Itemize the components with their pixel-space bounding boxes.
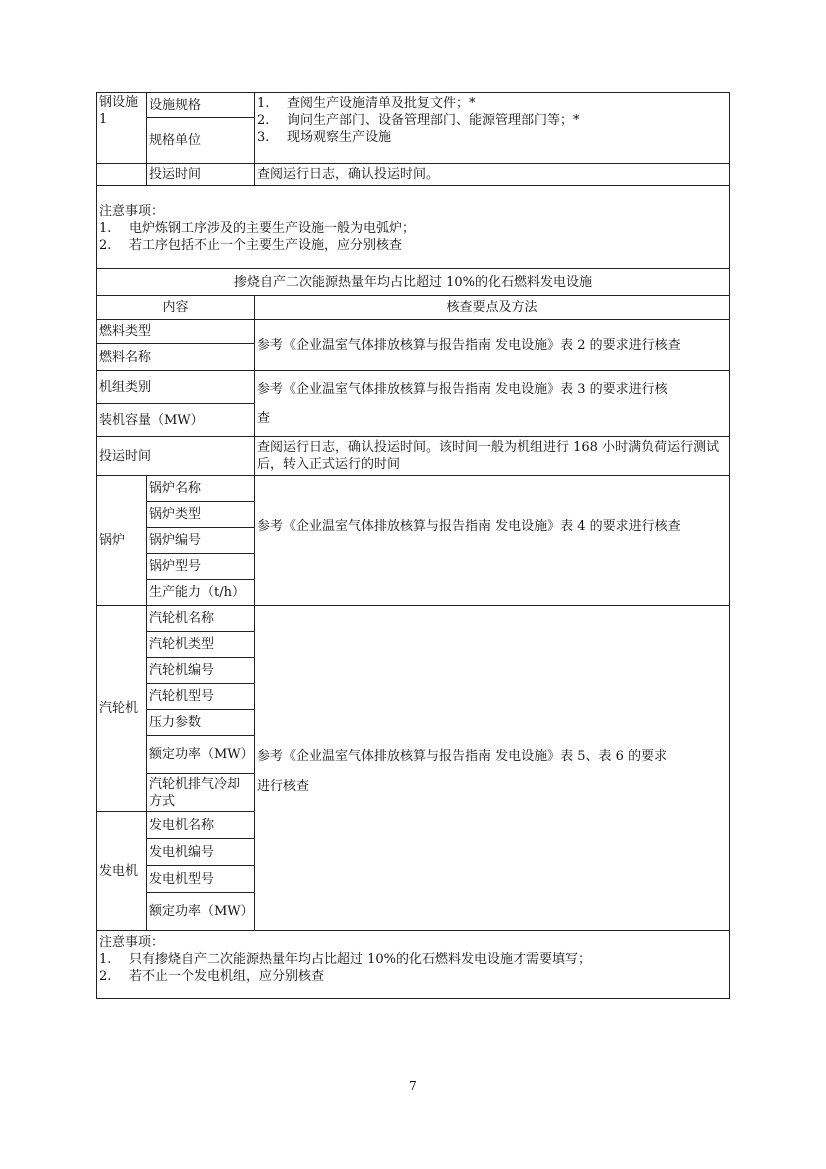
turbine-item: 汽轮机类型: [147, 632, 255, 658]
generator-item: 额定功率（MW）: [147, 893, 255, 931]
boiler-item: 锅炉型号: [147, 554, 255, 580]
notes-cell-2: [97, 931, 730, 999]
op-time: 投运时间: [97, 437, 255, 476]
generator-item: 发电机型号: [147, 866, 255, 893]
turbine-item: 汽轮机型号: [147, 684, 255, 710]
boiler-method: 参考《企业温室气体排放核算与报告指南 发电设施》表 4 的要求进行核查: [255, 476, 730, 606]
turbine-item: 压力参数: [147, 710, 255, 736]
generator-item: 发电机编号: [147, 839, 255, 866]
notes-cell: [97, 186, 730, 269]
empty-cell: [97, 164, 147, 186]
boiler-item: 锅炉类型: [147, 502, 255, 528]
turbine-method-line: 参考《企业温室气体排放核算与报告指南 发电设施》表 5、表 6 的要求: [257, 749, 668, 764]
boiler-label: 锅炉: [97, 476, 147, 606]
spec-label: 设施规格: [147, 93, 255, 118]
facility-label-cell: [97, 93, 147, 164]
notes-title: 注意事项：: [99, 204, 165, 219]
fuel-name: 燃料名称: [97, 344, 255, 371]
unit-method-line: 参考《企业温室气体排放核算与报告指南 发电设施》表 3 的要求进行核: [257, 381, 668, 397]
page-number: 7: [409, 1079, 417, 1093]
turbine-item: 汽轮机编号: [147, 658, 255, 684]
turbine-method-cell: [255, 606, 730, 931]
spec-method-item: 1. 查阅生产设施清单及批复文件；*: [257, 96, 476, 111]
boiler-item: 生产能力（t/h）: [147, 580, 255, 606]
spec-methods-cell: [255, 93, 730, 164]
unit-label: 规格单位: [147, 118, 255, 164]
note-item: 2. 若工序包括不止一个主要生产设施，应分别核查: [99, 238, 403, 253]
boiler-item: 锅炉名称: [147, 476, 255, 502]
turbine-item: 汽轮机名称: [147, 606, 255, 632]
op-time-method: 查阅运行日志，确认投运时间。: [255, 164, 730, 186]
note-item: 2. 若不止一个发电机组，应分别核查: [99, 969, 325, 984]
capacity: 装机容量（MW）: [97, 404, 255, 437]
verification-table: [96, 92, 730, 999]
generator-item: 发电机名称: [147, 812, 255, 839]
note-item: 1. 电炉炼钢工序涉及的主要生产设施一般为电弧炉；: [99, 221, 416, 236]
op-time-label: 投运时间: [147, 164, 255, 186]
fuel-method: 参考《企业温室气体排放核算与报告指南 发电设施》表 2 的要求进行核查: [255, 320, 730, 371]
op-time-method-2: 查阅运行日志，确认投运时间。该时间一般为机组进行 168 小时满负荷运行测试后，转入正式运行的时间: [255, 437, 730, 476]
unit-method-line: 查: [257, 410, 271, 426]
col-header-content: 内容: [97, 296, 255, 320]
generator-label: 发电机: [97, 812, 147, 931]
unit-method-cell: [255, 371, 730, 437]
col-header-method: 核查要点及方法: [255, 296, 730, 320]
notes-title-2: 注意事项：: [99, 935, 165, 950]
note-item: 1. 只有掺烧自产二次能源热量年均占比超过 10%的化石燃料发电设施才需要填写；: [99, 952, 592, 967]
section-title: 掺烧自产二次能源热量年均占比超过 10%的化石燃料发电设施: [97, 269, 730, 296]
spec-method-item: 3. 现场观察生产设施: [257, 130, 392, 145]
facility-label: 钢设施1: [99, 95, 139, 127]
turbine-label: 汽轮机: [97, 606, 147, 812]
turbine-item: 汽轮机排气冷却方式: [147, 774, 255, 812]
spec-method-item: 2. 询问生产部门、设备管理部门、能源管理部门等；*: [257, 113, 580, 128]
unit-type: 机组类别: [97, 371, 255, 404]
turbine-method-line: 进行核查: [257, 779, 310, 794]
fuel-type: 燃料类型: [97, 320, 255, 344]
turbine-item: 额定功率（MW）: [147, 736, 255, 774]
boiler-item: 锅炉编号: [147, 528, 255, 554]
